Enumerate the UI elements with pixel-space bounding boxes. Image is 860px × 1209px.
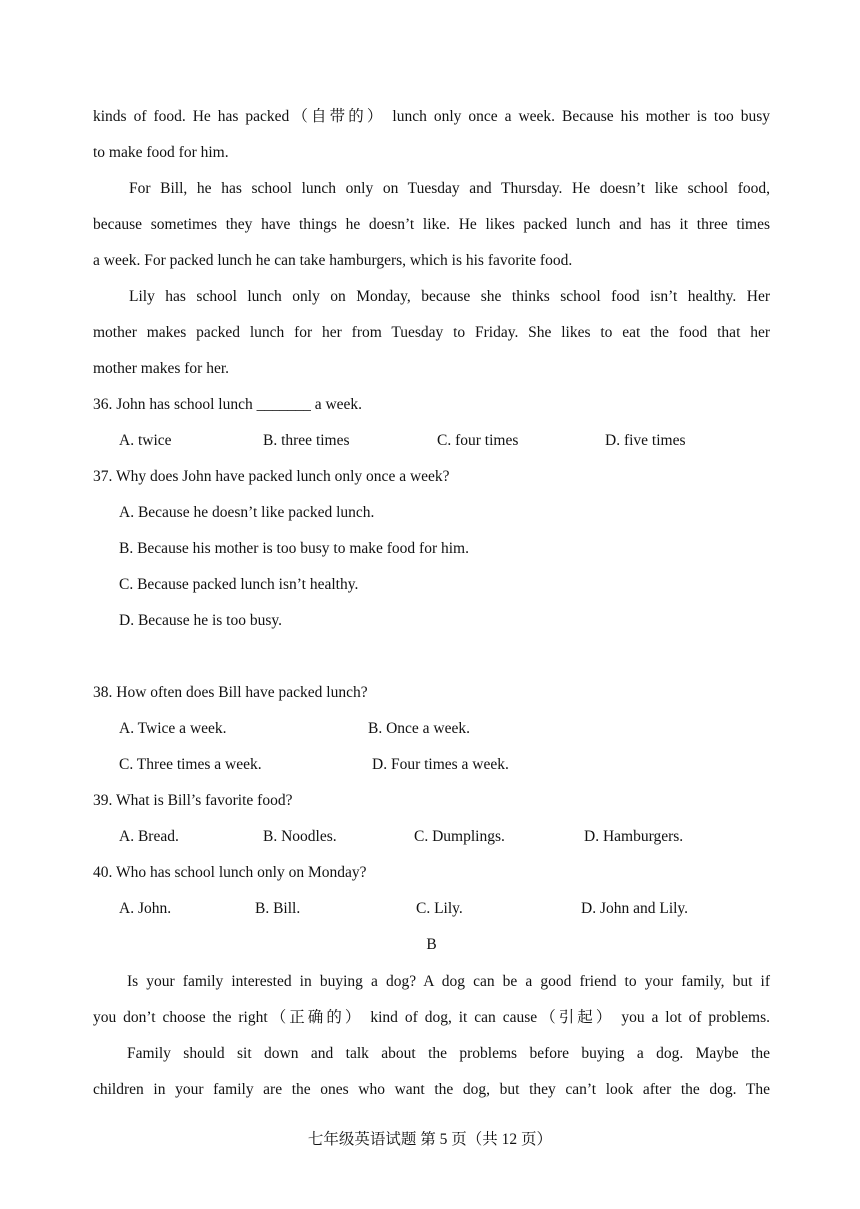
page-footer: 七年级英语试题 第 5 页（共 12 页） — [307, 1131, 553, 1148]
question-37-option-c: C. Because packed lunch isn’t healthy. — [119, 576, 359, 593]
question-38-option-a: A. Twice a week. — [119, 720, 227, 737]
question-36-stem: 36. John has school lunch _______ a week. — [93, 396, 363, 413]
question-39-option-d: D. Hamburgers. — [584, 828, 684, 845]
question-37-option-d: D. Because he is too busy. — [119, 612, 283, 629]
question-38-option-d: D. Four times a week. — [372, 756, 509, 773]
section-b-p2-line1: Family should sit down and talk about the problems before buying a dog. Maybe the — [127, 1045, 770, 1062]
question-38-option-b: B. Once a week. — [368, 720, 470, 737]
passage-a-p2-line1: For Bill, he has school lunch only on Tuesday and Thursday. He doesn’t like school food, — [129, 180, 770, 197]
section-b-p1-line1: Is your family interested in buying a dog? A dog can be a good friend to your family, but if — [127, 973, 770, 990]
passage-a-p2-line2: because sometimes they have things he doesn’t like. He likes packed lunch and has it three times — [93, 216, 770, 233]
passage-a-p1-line1: kinds of food. He has packed（自带的） lunch only once a week. Because his mother is too busy — [93, 108, 770, 125]
passage-a-p3-line2: mother makes packed lunch for her from Tuesday to Friday. She likes to eat the food that her — [93, 324, 770, 341]
question-38-option-c: C. Three times a week. — [119, 756, 262, 773]
question-39-option-c: C. Dumplings. — [414, 828, 505, 845]
question-40-option-a: A. John. — [119, 900, 172, 917]
question-36-option-b: B. three times — [263, 432, 350, 449]
question-36-option-c: C. four times — [437, 432, 519, 449]
question-39-option-a: A. Bread. — [119, 828, 179, 845]
section-b-p1-line2: you don’t choose the right（正确的） kind of dog, it can cause（引起） you a lot of problems. — [93, 1009, 770, 1026]
question-37-option-b: B. Because his mother is too busy to make food for him. — [119, 540, 469, 557]
passage-a-p3-line3: mother makes for her. — [93, 360, 230, 377]
passage-a-p1-line2: to make food for him. — [93, 144, 229, 161]
question-40-option-d: D. John and Lily. — [581, 900, 689, 917]
question-40-option-c: C. Lily. — [416, 900, 463, 917]
question-39-stem: 39. What is Bill’s favorite food? — [93, 792, 293, 809]
section-b-heading: B — [426, 936, 437, 953]
question-40-option-b: B. Bill. — [255, 900, 301, 917]
question-39-option-b: B. Noodles. — [263, 828, 337, 845]
question-36-option-a: A. twice — [119, 432, 172, 449]
question-38-stem: 38. How often does Bill have packed lunch? — [93, 684, 368, 701]
question-37-option-a: A. Because he doesn’t like packed lunch. — [119, 504, 375, 521]
question-40-stem: 40. Who has school lunch only on Monday? — [93, 864, 367, 881]
question-37-stem: 37. Why does John have packed lunch only once a week? — [93, 468, 450, 485]
passage-a-p3-line1: Lily has school lunch only on Monday, because she thinks school food isn’t healthy. Her — [129, 288, 770, 305]
section-b-p2-line2: children in your family are the ones who want the dog, but they can’t look after the dog. The — [93, 1081, 770, 1098]
question-36-option-d: D. five times — [605, 432, 686, 449]
passage-a-p2-line3: a week. For packed lunch he can take hamburgers, which is his favorite food. — [93, 252, 573, 269]
